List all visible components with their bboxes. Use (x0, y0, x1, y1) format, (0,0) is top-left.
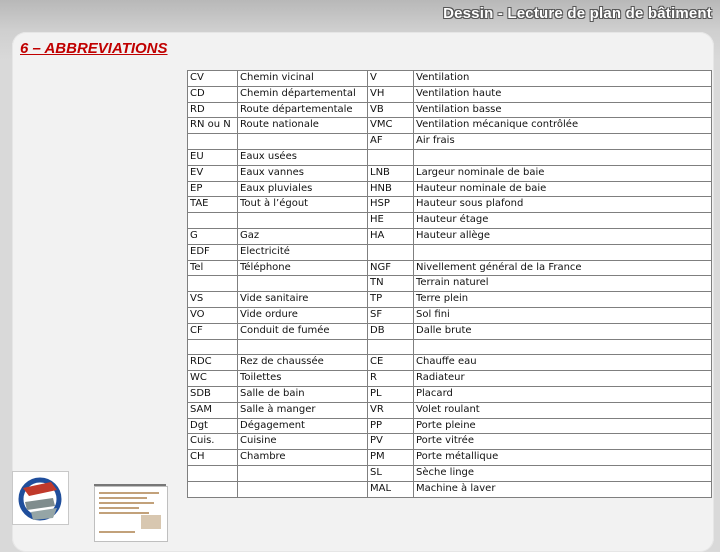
cell-abbr-left: RD (188, 102, 238, 118)
table-row (188, 465, 712, 481)
cell-meaning-right: Nivellement général de la France (414, 260, 712, 276)
cell-meaning-right: Radiateur (414, 371, 712, 387)
table-row (188, 86, 712, 102)
table-row (188, 434, 712, 450)
cell-abbr-left (188, 339, 238, 355)
table-row (188, 481, 712, 497)
cell-meaning-left: Chemin vicinal (238, 71, 368, 87)
cell-abbr-right: HSP (368, 197, 414, 213)
table-row (188, 71, 712, 87)
cell-meaning-right (414, 339, 712, 355)
cell-abbr-right: PL (368, 386, 414, 402)
cell-abbr-right: AF (368, 134, 414, 150)
thumbnail-line (99, 507, 139, 509)
table-row (188, 244, 712, 260)
cell-abbr-left: VO (188, 307, 238, 323)
cell-meaning-right: Hauteur étage (414, 213, 712, 229)
cell-abbr-left: CF (188, 323, 238, 339)
cell-abbr-left: WC (188, 371, 238, 387)
table-row (188, 228, 712, 244)
cell-abbr-right: DB (368, 323, 414, 339)
cell-meaning-left: Route nationale (238, 118, 368, 134)
section-title: 6 – ABBREVIATIONS (20, 40, 168, 57)
cell-abbr-right: HA (368, 228, 414, 244)
cell-meaning-left (238, 481, 368, 497)
cell-abbr-right: CE (368, 355, 414, 371)
thumbnail-line (99, 492, 159, 494)
table-row (188, 307, 712, 323)
cell-meaning-right: Ventilation mécanique contrôlée (414, 118, 712, 134)
cell-meaning-left (238, 134, 368, 150)
cell-meaning-right: Largeur nominale de baie (414, 165, 712, 181)
table-row (188, 118, 712, 134)
cell-abbr-left (188, 465, 238, 481)
cell-abbr-right: R (368, 371, 414, 387)
table-row (188, 134, 712, 150)
table-row (188, 181, 712, 197)
cell-meaning-left (238, 339, 368, 355)
cell-meaning-right (414, 149, 712, 165)
cell-meaning-left (238, 465, 368, 481)
cell-meaning-right (414, 244, 712, 260)
cell-meaning-right: Terrain naturel (414, 276, 712, 292)
cell-meaning-left: Téléphone (238, 260, 368, 276)
cell-abbr-left (188, 134, 238, 150)
cell-abbr-right: TP (368, 292, 414, 308)
cell-abbr-right: MAL (368, 481, 414, 497)
cell-abbr-right (368, 149, 414, 165)
cell-abbr-right: VB (368, 102, 414, 118)
abbreviations-table (187, 70, 712, 498)
cell-meaning-right: Ventilation (414, 71, 712, 87)
cell-meaning-right: Ventilation basse (414, 102, 712, 118)
cell-abbr-left: SDB (188, 386, 238, 402)
cell-meaning-left: Conduit de fumée (238, 323, 368, 339)
table-row (188, 386, 712, 402)
cell-meaning-left (238, 213, 368, 229)
cell-meaning-right: Sèche linge (414, 465, 712, 481)
cell-meaning-left: Rez de chaussée (238, 355, 368, 371)
cell-abbr-left: Tel (188, 260, 238, 276)
cell-abbr-right: NGF (368, 260, 414, 276)
cell-meaning-right: Placard (414, 386, 712, 402)
cell-meaning-right: Terre plein (414, 292, 712, 308)
cell-meaning-left: Eaux usées (238, 149, 368, 165)
thumbnail-line (99, 497, 147, 499)
table-row (188, 371, 712, 387)
cell-meaning-right: Sol fini (414, 307, 712, 323)
table-row (188, 102, 712, 118)
cell-abbr-right (368, 339, 414, 355)
table-row (188, 197, 712, 213)
cell-meaning-right: Ventilation haute (414, 86, 712, 102)
school-logo-icon (12, 471, 69, 525)
cell-abbr-left (188, 276, 238, 292)
cell-meaning-right: Dalle brute (414, 323, 712, 339)
cell-abbr-right: VMC (368, 118, 414, 134)
cell-meaning-right: Air frais (414, 134, 712, 150)
cell-meaning-left: Route départementale (238, 102, 368, 118)
table-row (188, 292, 712, 308)
cell-meaning-left: Gaz (238, 228, 368, 244)
cell-meaning-left: Eaux pluviales (238, 181, 368, 197)
table-row (188, 276, 712, 292)
cell-meaning-left: Vide sanitaire (238, 292, 368, 308)
table-row (188, 339, 712, 355)
cell-meaning-left: Eaux vannes (238, 165, 368, 181)
cell-meaning-left: Salle de bain (238, 386, 368, 402)
cell-abbr-left: RN ou N (188, 118, 238, 134)
cell-meaning-left: Cuisine (238, 434, 368, 450)
cell-abbr-right: SF (368, 307, 414, 323)
cell-abbr-right: HE (368, 213, 414, 229)
cell-abbr-right: PV (368, 434, 414, 450)
slide-thumbnail-icon (94, 486, 168, 542)
cell-meaning-right: Hauteur sous plafond (414, 197, 712, 213)
cell-abbr-left: EV (188, 165, 238, 181)
cell-abbr-left: CH (188, 450, 238, 466)
cell-abbr-right: PM (368, 450, 414, 466)
cell-abbr-left (188, 481, 238, 497)
cell-abbr-left: EU (188, 149, 238, 165)
table-row (188, 355, 712, 371)
cell-meaning-left: Chambre (238, 450, 368, 466)
table-row (188, 418, 712, 434)
cell-abbr-right: SL (368, 465, 414, 481)
cell-meaning-right: Porte métallique (414, 450, 712, 466)
cell-meaning-right: Hauteur nominale de baie (414, 181, 712, 197)
abbreviations-table-body (188, 71, 712, 498)
cell-meaning-left: Vide ordure (238, 307, 368, 323)
cell-meaning-left: Chemin départemental (238, 86, 368, 102)
table-row (188, 165, 712, 181)
table-row (188, 450, 712, 466)
table-row (188, 213, 712, 229)
thumbnail-picture (141, 515, 161, 529)
cell-abbr-right: HNB (368, 181, 414, 197)
thumbnail-line (99, 502, 154, 504)
cell-meaning-right: Porte pleine (414, 418, 712, 434)
cell-abbr-left: EP (188, 181, 238, 197)
cell-abbr-left: TAE (188, 197, 238, 213)
table-row (188, 149, 712, 165)
cell-abbr-left: RDC (188, 355, 238, 371)
cell-meaning-right: Chauffe eau (414, 355, 712, 371)
cell-meaning-right: Volet roulant (414, 402, 712, 418)
cell-abbr-left: VS (188, 292, 238, 308)
cell-abbr-left: G (188, 228, 238, 244)
abbreviations-table-container (187, 70, 711, 498)
cell-abbr-left: EDF (188, 244, 238, 260)
cell-abbr-left: Dgt (188, 418, 238, 434)
cell-abbr-right (368, 244, 414, 260)
table-row (188, 260, 712, 276)
school-logo-graphic (13, 472, 68, 524)
cell-abbr-right: TN (368, 276, 414, 292)
cell-abbr-left: SAM (188, 402, 238, 418)
cell-meaning-left: Electricité (238, 244, 368, 260)
cell-abbr-right: LNB (368, 165, 414, 181)
slide-header-title: Dessin - Lecture de plan de bâtiment (443, 5, 712, 22)
cell-meaning-right: Hauteur allège (414, 228, 712, 244)
cell-abbr-right: V (368, 71, 414, 87)
cell-abbr-left: CD (188, 86, 238, 102)
cell-abbr-left: Cuis. (188, 434, 238, 450)
table-row (188, 402, 712, 418)
cell-meaning-left: Toilettes (238, 371, 368, 387)
cell-meaning-right: Machine à laver (414, 481, 712, 497)
thumbnail-line (99, 512, 149, 514)
table-row (188, 323, 712, 339)
cell-abbr-right: VH (368, 86, 414, 102)
cell-abbr-left: CV (188, 71, 238, 87)
thumbnail-line (99, 531, 135, 533)
cell-meaning-right: Porte vitrée (414, 434, 712, 450)
cell-abbr-left (188, 213, 238, 229)
cell-meaning-left (238, 276, 368, 292)
cell-abbr-right: VR (368, 402, 414, 418)
cell-abbr-right: PP (368, 418, 414, 434)
cell-meaning-left: Dégagement (238, 418, 368, 434)
cell-meaning-left: Tout à l’égout (238, 197, 368, 213)
cell-meaning-left: Salle à manger (238, 402, 368, 418)
